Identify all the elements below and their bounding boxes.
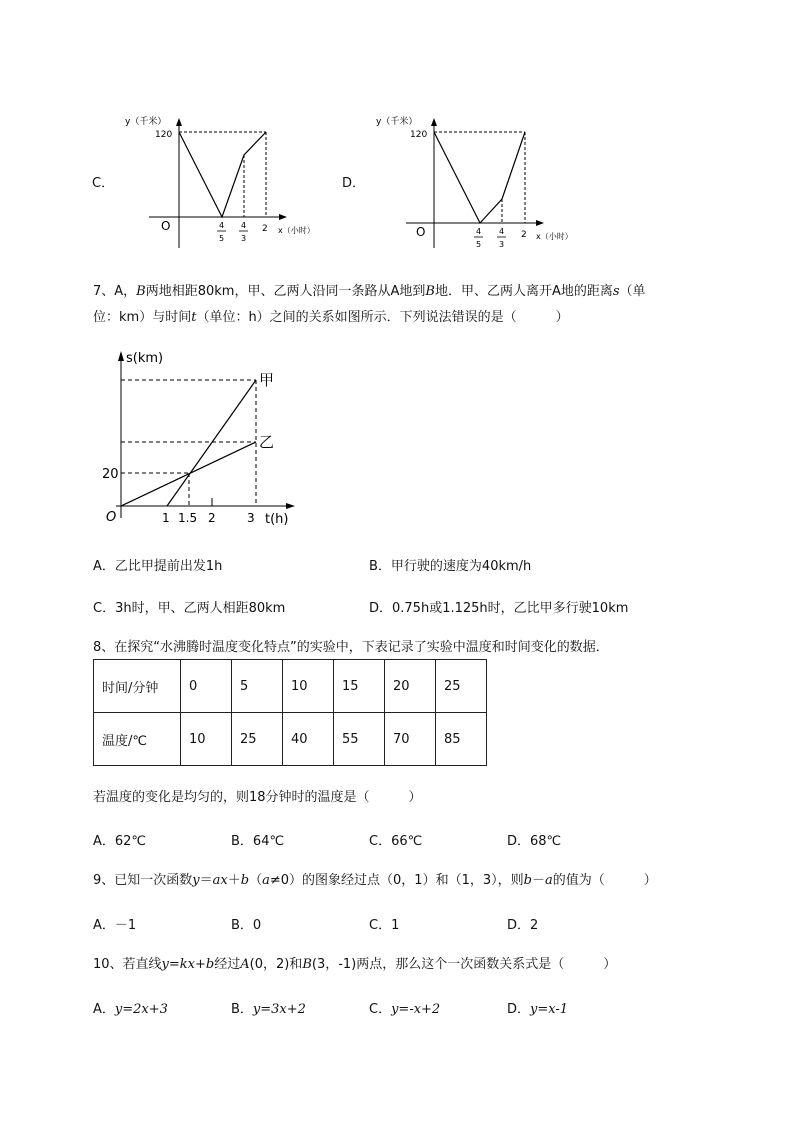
table-cell: 40 — [283, 713, 334, 766]
q8-option-b[interactable]: B．64℃ — [231, 834, 285, 849]
option-c-label: C． — [92, 176, 115, 191]
graph-option-c — [115, 108, 315, 256]
q7-option-c[interactable]: C．3h时，甲、乙两人相距80km — [93, 601, 286, 616]
table-cell: 5 — [232, 660, 283, 713]
d-tick-2: 2 — [521, 230, 527, 240]
graph-option-d — [368, 108, 588, 256]
d-y-120: 120 — [410, 130, 428, 140]
d-graph-line — [434, 132, 525, 223]
q7-label-jia: 甲 — [259, 371, 275, 389]
q10-option-d[interactable]: D．y=x-1 — [507, 1002, 569, 1017]
table-cell: 20 — [385, 660, 436, 713]
q10-option-b[interactable]: B．y=3x+2 — [231, 1002, 306, 1017]
q7-y-20: 20 — [102, 467, 119, 482]
table-cell: 10 — [283, 660, 334, 713]
c-tick-43-den: 3 — [241, 234, 247, 243]
table-header-time: 时间/分钟 — [94, 660, 181, 713]
c-y-axis-label: y（千米） — [125, 117, 167, 127]
q8-option-d[interactable]: D．68℃ — [507, 834, 562, 849]
q7-x-axis-label: t(h) — [265, 512, 289, 527]
d-tick-45-num: 4 — [476, 227, 482, 236]
q10-option-a[interactable]: A．y=2x+3 — [93, 1002, 168, 1017]
table-row — [94, 660, 487, 713]
c-y-120: 120 — [155, 130, 173, 140]
d-x-arrow — [536, 220, 544, 226]
q10-stem: 10、若直线y=kx+b经过A(0，2)和B(3，-1)两点，那么这个一次函数关系式是（ ） — [93, 957, 617, 972]
table-cell: 55 — [334, 713, 385, 766]
c-tick-43-num: 4 — [241, 221, 247, 230]
table-cell: 25 — [232, 713, 283, 766]
q9-option-a[interactable]: A．－1 — [93, 918, 137, 933]
q7-x-arrow — [286, 503, 295, 509]
q9-stem: 9、已知一次函数y＝ax＋b（a≠0）的图象经过点（0，1）和（1，3），则b－a的值为（ ） — [93, 873, 657, 888]
q7-line-jia — [167, 380, 256, 506]
table-header-temp: 温度/℃ — [94, 713, 181, 766]
table-cell: 25 — [436, 660, 487, 713]
table-cell: 70 — [385, 713, 436, 766]
q7-option-a[interactable]: A．乙比甲提前出发1h — [93, 559, 223, 574]
table-cell: 15 — [334, 660, 385, 713]
table-cell: 10 — [181, 713, 232, 766]
q7-y-arrow — [118, 351, 124, 361]
q7-x-15: 1.5 — [178, 511, 198, 525]
q8-question: 若温度的变化是均匀的，则18分钟时的温度是（ ） — [93, 790, 422, 805]
q9-option-d[interactable]: D．2 — [507, 918, 539, 933]
c-tick-2: 2 — [262, 224, 268, 234]
q7-option-d[interactable]: D．0.75h或1.125h时，乙比甲多行驶10km — [369, 601, 629, 616]
q7-stem-line2: 位：km）与时间t（单位：h）之间的关系如图所示．下列说法错误的是（ ） — [93, 310, 569, 325]
q7-option-b[interactable]: B．甲行驶的速度为40km/h — [369, 559, 532, 574]
table-row — [94, 713, 487, 766]
q7-y-axis-label: s(km) — [126, 351, 164, 366]
d-y-arrow — [431, 118, 437, 126]
q7-chart — [98, 343, 308, 533]
c-graph-line — [179, 132, 266, 217]
q10-option-c[interactable]: C．y=-x+2 — [369, 1002, 441, 1017]
q7-origin: O — [106, 510, 117, 525]
q7-stem-line1: 7、A，B两地相距80km，甲、乙两人沿同一条路从A地到B地．甲、乙两人离开A地的距离s（单 — [93, 284, 646, 299]
q8-stem: 8、在探究“水沸腾时温度变化特点”的实验中，下表记录了实验中温度和时间变化的数据． — [93, 640, 609, 655]
c-x-arrow — [279, 214, 287, 220]
q7-label-yi: 乙 — [259, 433, 275, 451]
c-tick-45-num: 4 — [219, 221, 225, 230]
table-cell: 85 — [436, 713, 487, 766]
q9-option-b[interactable]: B．0 — [231, 918, 262, 933]
q9-option-c[interactable]: C．1 — [369, 918, 400, 933]
table-cell: 0 — [181, 660, 232, 713]
c-origin: O — [161, 219, 171, 233]
q8-option-c[interactable]: C．66℃ — [369, 834, 423, 849]
q7-x-2: 2 — [208, 511, 216, 525]
option-d-label: D． — [342, 176, 366, 191]
q8-data-table — [93, 659, 487, 766]
d-tick-45-den: 5 — [476, 240, 482, 249]
d-origin: O — [416, 225, 426, 239]
c-y-arrow — [176, 118, 182, 126]
d-tick-43-num: 4 — [499, 227, 505, 236]
q8-option-a[interactable]: A．62℃ — [93, 834, 147, 849]
d-x-axis-label: x（小时） — [536, 232, 573, 241]
d-tick-43-den: 3 — [499, 240, 505, 249]
q7-x-1: 1 — [162, 511, 170, 525]
c-x-axis-label: x（小时） — [278, 226, 315, 235]
d-y-axis-label: y（千米） — [376, 117, 418, 127]
q7-x-3: 3 — [247, 511, 255, 525]
c-tick-45-den: 5 — [219, 234, 225, 243]
